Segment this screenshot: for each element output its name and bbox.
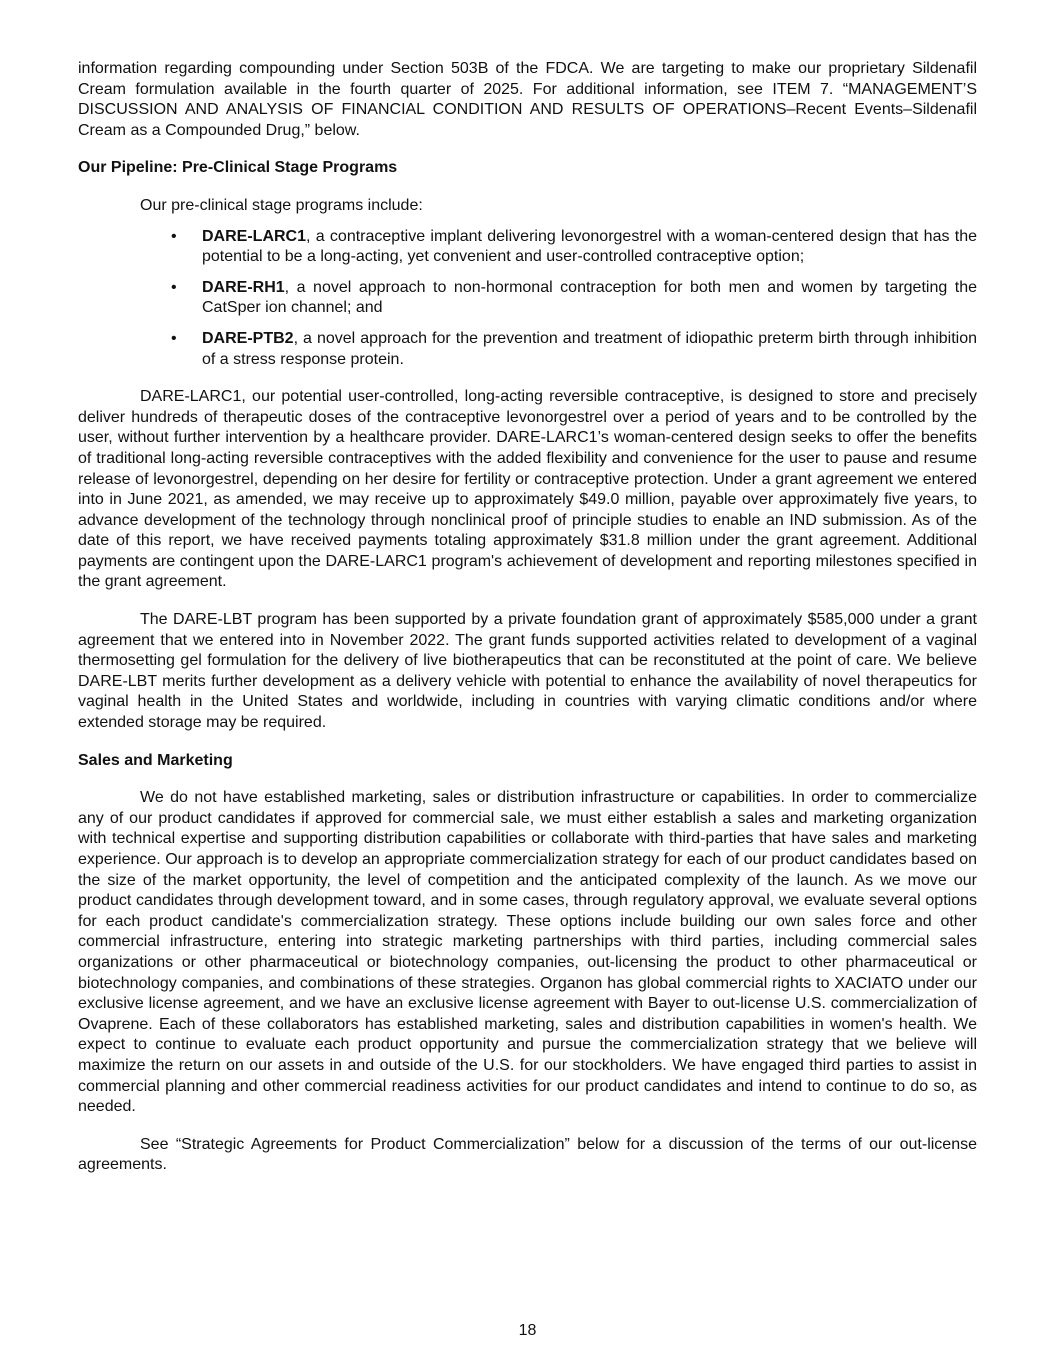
pipeline-program-list	[78, 227, 977, 371]
sales-paragraph-2: See “Strategic Agreements for Product Commercialization” below for a discussion of the terms of our out-license agreements.	[78, 1135, 977, 1174]
list-item	[78, 278, 977, 319]
page-number: 18	[518, 1322, 537, 1339]
bullet-icon: •	[171, 278, 177, 296]
list-item	[78, 329, 977, 370]
intro-paragraph: information regarding compounding under Section 503B of the FDCA. We are targeting to make our proprietary Sildenafil Cream formulation available in the fourth quarter of 2025. For additional information, see ITEM 7. “MANAGEMENT’S DISCUSSION AND ANALYSIS OF FINANCIAL CONDITION AND RESULTS OF OPERATIONS–Recent Events–Sildenafil Cream as a Compounded Drug,” below.	[78, 60, 977, 139]
program-name: DARE-LARC1	[202, 227, 306, 245]
program-description: , a contraceptive implant delivering levonorgestrel with a woman-centered design that has the potential to be a long-acting, yet convenient and user-controlled contraceptive option;	[202, 227, 977, 266]
bullet-icon: •	[171, 227, 177, 245]
list-item	[78, 227, 977, 268]
sales-paragraph-1: We do not have established marketing, sales or distribution infrastructure or capabilities. In order to commercialize any of our product candidates if approved for commercial sale, we must either establish a sales and marketing organization with technical expertise and supporting distribution capabilities or collaborate with third-parties that have sales and marketing experience. Our approach is to develop an appropriate commercialization strategy for each of our product candidates based on the size of the market opportunity, the level of competition and the anticipated complexity of the launch. As we move our product candidates through development toward, and in some cases, through regulatory approval, we evaluate several options for each product candidate's commercialization strategy. These options include building our own sales force and other commercial infrastructure, entering into strategic marketing partnerships with third parties, including commercial sales organizations or other pharmaceutical or biotechnology companies, out-licensing the product to other pharmaceutical or biotechnology companies, and combinations of these strategies. Organon has global commercial rights to XACIATO under our exclusive license agreement, and we have an exclusive license agreement with Bayer to out-license U.S. commercialization of Ovaprene. Each of these collaborators has established marketing, sales and distribution capabilities in women's health. We expect to continue to evaluate each product opportunity and pursue the commercialization strategy that we believe will maximize the return on our assets in and outside of the U.S. for our stockholders. We have engaged third parties to assist in commercial planning and other commercial readiness activities for our product candidates and intend to continue to do so, as needed.	[78, 789, 977, 1116]
lbt-paragraph: The DARE-LBT program has been supported by a private foundation grant of approximately $585,000 under a grant agreement that we entered into in November 2022. The grant funds supported activities related to development of a vaginal thermosetting gel formulation for the delivery of live biotherapeutics that can be reconstituted at the point of care. We believe DARE-LBT merits further development as a delivery vehicle with potential to enhance the availability of novel therapeutics for vaginal health in the United States and worldwide, including in countries with varying climatic conditions and/or where extended storage may be required.	[78, 611, 977, 732]
pipeline-heading: Our Pipeline: Pre-Clinical Stage Programs	[78, 159, 398, 177]
bullet-icon: •	[171, 329, 177, 347]
sales-marketing-heading: Sales and Marketing	[78, 751, 233, 769]
document-page	[78, 59, 977, 1193]
pipeline-lead-in: Our pre-clinical stage programs include:	[140, 196, 423, 214]
program-name: DARE-PTB2	[202, 329, 294, 347]
program-description: , a novel approach to non-hormonal contraception for both men and women by targeting the CatSper ion channel; and	[202, 278, 977, 317]
program-name: DARE-RH1	[202, 278, 285, 296]
program-description: , a novel approach for the prevention and treatment of idiopathic preterm birth through inhibition of a stress response protein.	[202, 329, 977, 368]
larc1-paragraph: DARE-LARC1, our potential user-controlled, long-acting reversible contraceptive, is designed to store and precisely deliver hundreds of therapeutic doses of the contraceptive levonorgestrel over a period of years and to be controlled by the user, without further intervention by a healthcare provider. DARE-LARC1’s woman-centered design seeks to offer the benefits of traditional long-acting reversible contraceptives with the added flexibility and convenience for the user to pause and resume release of levonorgestrel, depending on her desire for fertility or contraceptive protection. Under a grant agreement we entered into in June 2021, as amended, we may receive up to approximately $49.0 million, payable over approximately five years, to advance development of the technology through nonclinical proof of principle studies to enable an IND submission. As of the date of this report, we have received payments totaling approximately $31.8 million under the grant agreement. Additional payments are contingent upon the DARE-LARC1 program's achievement of development and reporting milestones specified in the grant agreement.	[78, 388, 977, 591]
